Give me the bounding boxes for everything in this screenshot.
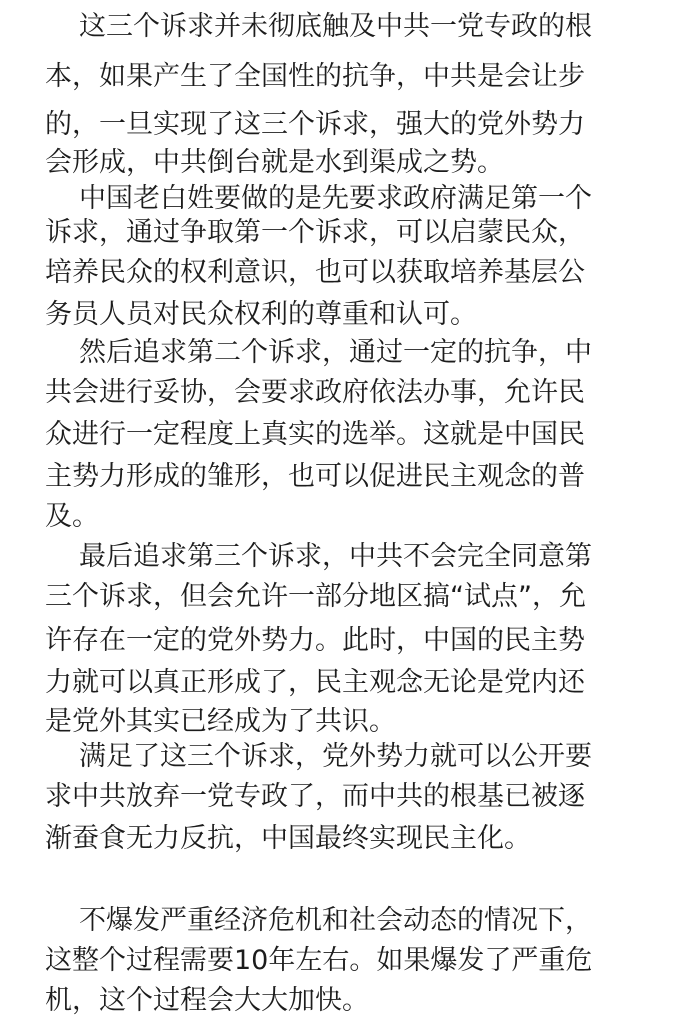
text-line: 的，一旦实现了这三个诉求，强大的党外势力: [45, 109, 585, 140]
text-line: 是党外其实已经成为了共识。: [45, 706, 396, 737]
text-line: 渐蚕食无力反抗，中国最终实现民主化。: [45, 823, 531, 854]
text-line: 这整个过程需要10年左右。如果爆发了严重危: [45, 945, 593, 976]
text-line: 本，如果产生了全国性的抗争，中共是会让步: [45, 61, 585, 92]
text-line: 不爆发严重经济危机和社会动态的情况下，: [79, 905, 592, 936]
text-line: 主势力形成的雏形，也可以促进民主观念的普: [45, 461, 585, 492]
text-line: 及。: [45, 501, 99, 532]
text-line: 培养民众的权利意识，也可以获取培养基层公: [45, 257, 585, 288]
text-line: 这三个诉求并未彻底触及中共一党专政的根: [79, 11, 592, 42]
text-line: 会形成，中共倒台就是水到渠成之势。: [45, 147, 504, 178]
text-line: 求中共放弃一党专政了，而中共的根基已被逐: [45, 781, 585, 812]
text-line: 力就可以真正形成了，民主观念无论是党内还: [45, 667, 585, 698]
text-line: 然后追求第二个诉求，通过一定的抗争，中: [79, 337, 592, 368]
text-line: 许存在一定的党外势力。此时，中国的民主势: [45, 625, 585, 656]
text-line: 众进行一定程度上真实的选举。这就是中国民: [45, 419, 585, 450]
text-line: 满足了这三个诉求，党外势力就可以公开要: [79, 741, 592, 772]
text-line: 最后追求第三个诉求，中共不会完全同意第: [79, 541, 592, 572]
text-line: 诉求，通过争取第一个诉求，可以启蒙民众，: [45, 217, 585, 248]
text-line: 三个诉求，但会允许一部分地区搞“试点”，允: [45, 581, 586, 612]
text-line: 务员人员对民众权利的尊重和认可。: [45, 299, 477, 330]
text-line: 共会进行妥协，会要求政府依法办事，允许民: [45, 377, 585, 408]
text-line: 中国老白姓要做的是先要求政府满足第一个: [79, 183, 592, 214]
text-line: 机，这个过程会大大加快。: [45, 985, 369, 1016]
